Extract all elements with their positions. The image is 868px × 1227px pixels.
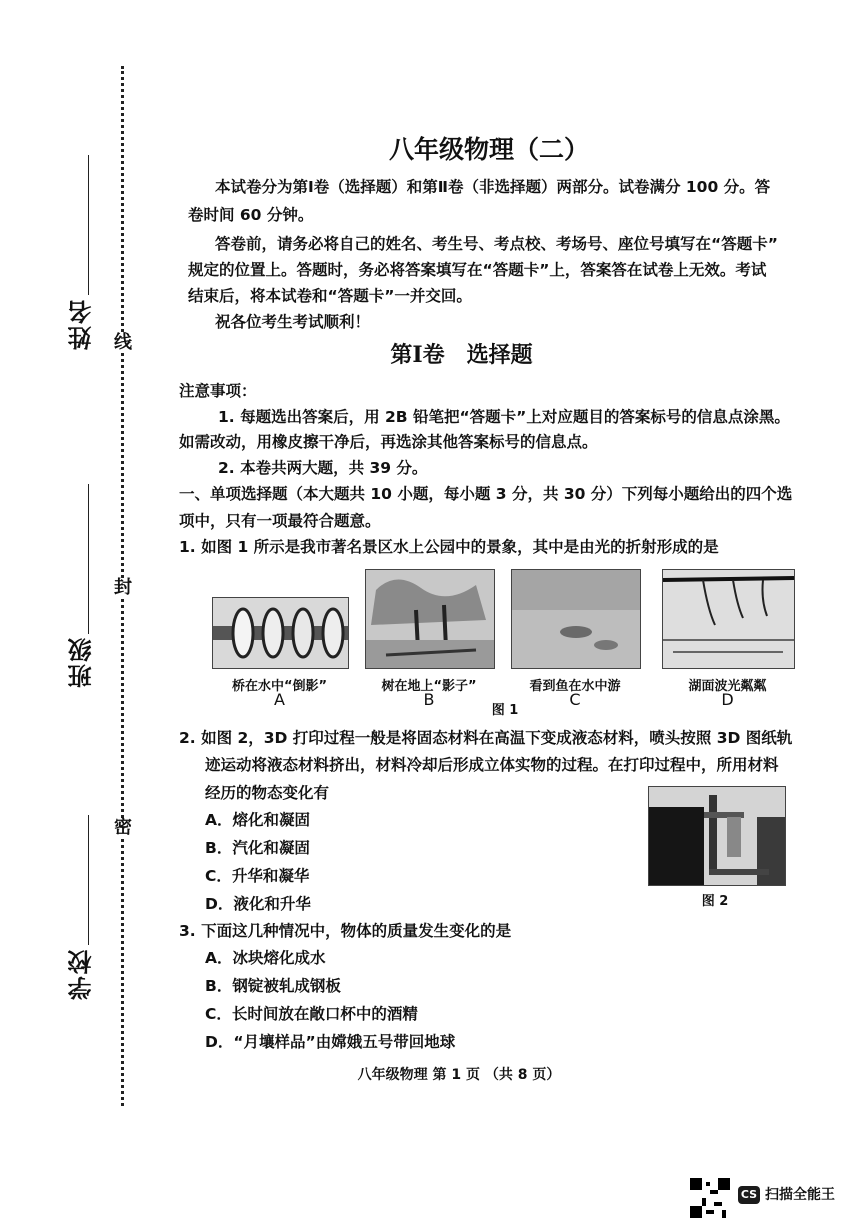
- q2-option-d[interactable]: D．液化和升华: [205, 895, 311, 913]
- q2-option-c[interactable]: C．升华和凝华: [205, 867, 310, 885]
- name-fill-line[interactable]: [88, 155, 89, 295]
- intro-line-1a: 本试卷分为第Ⅰ卷（选择题）和第Ⅱ卷（非选择题）两部分。试卷满分 100 分。答: [215, 178, 771, 196]
- q1-caption-a: 桥在水中“倒影”: [231, 679, 328, 694]
- q1-caption-c: 看到鱼在水中游: [529, 679, 621, 694]
- q1-letter-c[interactable]: C: [569, 690, 581, 709]
- q3-option-b[interactable]: B．钢锭被轧成钢板: [205, 977, 341, 995]
- school-fill-line[interactable]: [88, 815, 89, 945]
- binding-mark-secret: 密: [114, 817, 132, 838]
- page-footer: 八年级物理 第 1 页 （共 8 页）: [357, 1067, 561, 1083]
- note-1b: 如需改动，用橡皮擦干净后，再选涂其他答案标号的信息点。: [179, 433, 598, 451]
- class-label: 班级: [68, 636, 96, 688]
- q2-stem-c: 经历的物态变化有: [205, 784, 330, 802]
- q1-caption-d: 湖面波光粼粼: [688, 679, 767, 694]
- part-one-heading-a: 一、单项选择题（本大题共 10 小题，每小题 3 分，共 30 分）下列每小题给出的四个选: [179, 485, 793, 503]
- part-one-heading-b: 项中，只有一项最符合题意。: [179, 512, 381, 530]
- q1-image-d-lake-ripples: [662, 569, 795, 669]
- note-2: 2. 本卷共两大题，共 39 分。: [218, 459, 428, 477]
- q2-option-a[interactable]: A．熔化和凝固: [205, 811, 310, 829]
- name-label: 姓名: [68, 298, 96, 350]
- q1-image-b-tree-shadow: [365, 569, 495, 669]
- q2-option-b[interactable]: B．汽化和凝固: [205, 839, 310, 857]
- q1-letter-d[interactable]: D: [721, 690, 734, 709]
- q2-figure-label: 图 2: [701, 894, 729, 909]
- q2-image-3d-printer: [648, 786, 786, 886]
- class-fill-line[interactable]: [88, 484, 89, 634]
- q1-stem: 1. 如图 1 所示是我市著名景区水上公园中的景象，其中是由光的折射形成的是: [179, 538, 719, 556]
- note-1a: 1. 每题选出答案后，用 2B 铅笔把“答题卡”上对应题目的答案标号的信息点涂黑。: [218, 408, 790, 426]
- school-label: 学校: [68, 948, 96, 1000]
- q1-figure-label: 图 1: [491, 703, 519, 718]
- q2-stem-b: 迹运动将液态材料挤出，材料冷却后形成立体实物的过程。在打印过程中，所用材料: [205, 756, 779, 774]
- intro-line-2c: 结束后，将本试卷和“答题卡”一并交回。: [188, 287, 472, 305]
- q3-option-d[interactable]: D．“月壤样品”由嫦娥五号带回地球: [205, 1033, 456, 1051]
- q1-image-a-bridge-reflection: [212, 597, 349, 669]
- camscanner-badge-icon: CS: [738, 1186, 760, 1204]
- q3-option-a[interactable]: A．冰块熔化成水: [205, 949, 326, 967]
- q1-letter-b[interactable]: B: [423, 690, 435, 709]
- notes-title: 注意事项：: [179, 382, 257, 400]
- q3-option-c[interactable]: C．长时间放在敞口杯中的酒精: [205, 1005, 418, 1023]
- q2-stem-a: 2. 如图 2，3D 打印过程一般是将固态材料在高温下变成液态材料，喷头按照 3D 图纸轨: [179, 729, 793, 747]
- q1-caption-b: 树在地上“影子”: [381, 679, 477, 694]
- page-title: 八年级物理（二）: [388, 135, 589, 164]
- intro-line-2b: 规定的位置上。答题时，务必将答案填写在“答题卡”上，答案答在试卷上无效。考试: [188, 261, 767, 279]
- intro-line-2a: 答卷前，请务必将自己的姓名、考生号、考点校、考场号、座位号填写在“答题卡”: [215, 235, 778, 253]
- binding-mark-seal: 封: [114, 577, 132, 598]
- intro-line-1b: 卷时间 60 分钟。: [188, 206, 314, 224]
- qr-code-icon: [690, 1178, 730, 1218]
- q1-letter-a[interactable]: A: [274, 690, 285, 709]
- q3-stem: 3. 下面这几种情况中，物体的质量发生变化的是: [179, 922, 512, 940]
- binding-mark-line: 线: [114, 332, 132, 353]
- wish-text: 祝各位考生考试顺利！: [215, 313, 371, 331]
- camscanner-text: 扫描全能王: [765, 1187, 835, 1203]
- section-title: 第Ⅰ卷 选择题: [390, 342, 533, 368]
- q1-image-c-fish-in-water: [511, 569, 641, 669]
